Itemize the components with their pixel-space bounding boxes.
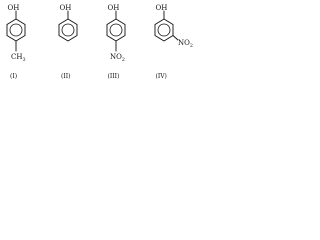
structure-4-aromatic-circle bbox=[158, 24, 170, 36]
structure-1 bbox=[7, 4, 26, 80]
structure-1-aromatic-circle bbox=[10, 24, 22, 36]
structure-3-nitro-label bbox=[110, 53, 125, 63]
structure-2 bbox=[59, 4, 77, 80]
structure-1-oh-label: OH bbox=[7, 4, 20, 12]
structure-3-label: (III) bbox=[107, 73, 120, 80]
structure-1-methyl-base: CH bbox=[11, 53, 23, 61]
structure-4-nitro-base: NO bbox=[178, 39, 190, 47]
structure-4-label: (IV) bbox=[155, 73, 167, 80]
structure-3-nitro-base: NO bbox=[110, 53, 122, 61]
structure-4-nitro-subscript: 2 bbox=[189, 44, 193, 49]
structure-2-oh-label: OH bbox=[59, 4, 72, 12]
phenol-structures-figure bbox=[0, 0, 202, 85]
structure-2-label: (II) bbox=[61, 73, 71, 80]
structure-3 bbox=[107, 4, 125, 80]
structure-2-aromatic-circle bbox=[62, 24, 74, 36]
structure-1-label: (I) bbox=[10, 73, 18, 80]
structure-3-oh-label: OH bbox=[107, 4, 120, 12]
structure-1-methyl-subscript: 3 bbox=[22, 58, 26, 63]
structure-4-oh-label: OH bbox=[155, 4, 168, 12]
structure-1-methyl-label bbox=[11, 53, 26, 63]
structure-4 bbox=[155, 4, 193, 80]
structure-3-nitro-subscript: 2 bbox=[121, 58, 125, 63]
structure-3-aromatic-circle bbox=[110, 24, 122, 36]
structure-4-nitro-label bbox=[178, 39, 193, 49]
